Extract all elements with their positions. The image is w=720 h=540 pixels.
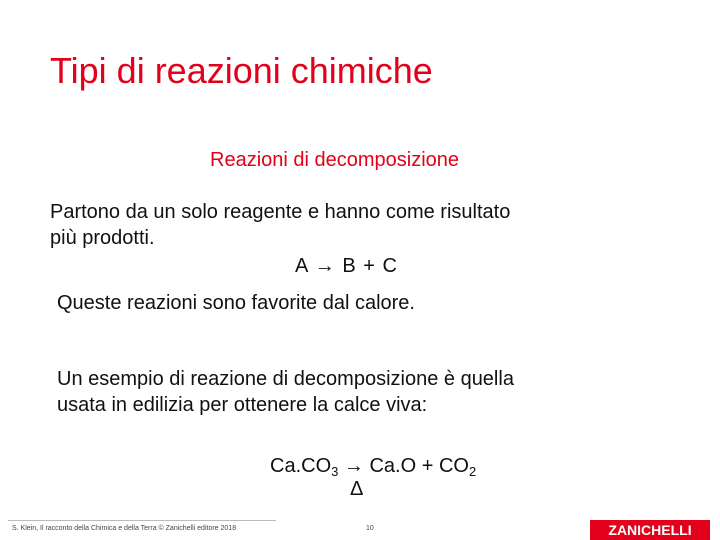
paragraph-line: Partono da un solo reagente e hanno come risultato	[50, 201, 511, 223]
slide-title: Tipi di reazioni chimiche	[50, 50, 433, 91]
calcium-carbonate-equation	[270, 455, 476, 479]
footer-credit: S. Klein, Il racconto della Chimica e della Terra © Zanichelli editore 2018	[12, 525, 237, 532]
heat-condition-delta: Δ	[350, 478, 364, 500]
paragraph-example	[57, 366, 514, 418]
page-number: 10	[366, 525, 374, 532]
paragraph-line: più prodotti.	[50, 227, 155, 249]
product-subscript: 2	[468, 464, 477, 479]
paragraph-line: Un esempio di reazione di decomposizione è quella	[57, 368, 514, 390]
paragraph-definition	[50, 199, 510, 251]
reactant: Ca.CO	[270, 455, 332, 477]
paragraph-line: usata in edilizia per ottenere la calce viva:	[57, 394, 428, 416]
zanichelli-logo: ZANICHELLI	[590, 520, 710, 540]
paragraph-heat: Queste reazioni sono favorite dal calore.	[57, 292, 415, 314]
slide-subtitle: Reazioni di decomposizione	[210, 149, 460, 171]
general-equation: A → B + C	[295, 255, 398, 277]
slide-footer	[0, 515, 720, 540]
reaction-arrow: →	[338, 455, 370, 477]
products: Ca.O + CO	[369, 455, 469, 477]
reactant-subscript: 3	[331, 464, 339, 479]
